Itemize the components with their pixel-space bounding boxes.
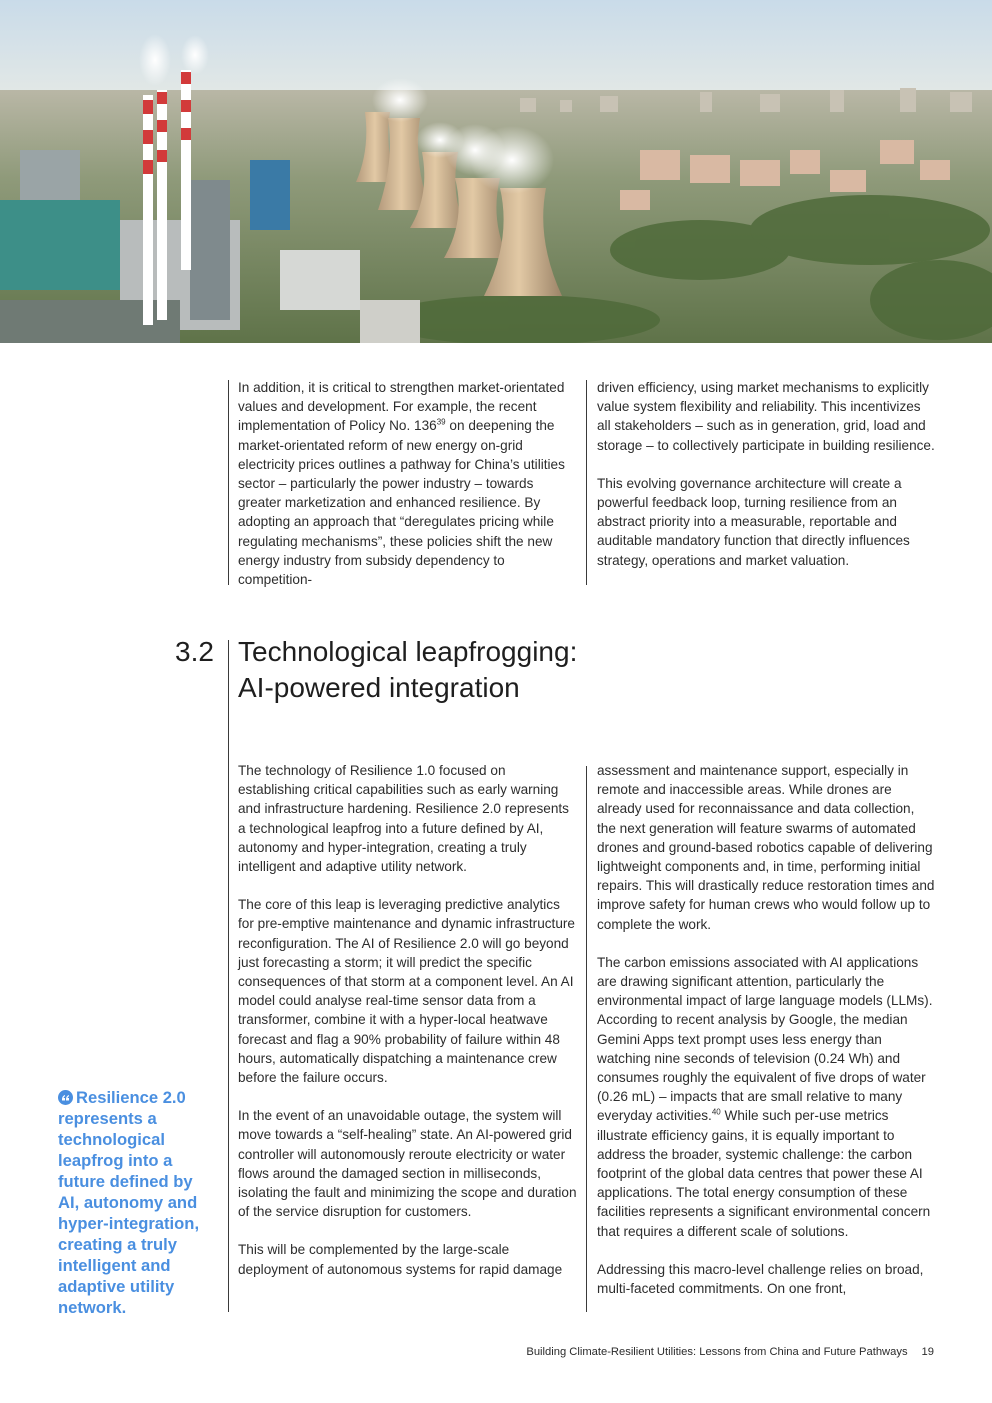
body-paragraph-5: assessment and maintenance support, especially in remote and inaccessible areas. While drones are already used for reconnaissance and data collection, the next generation will feature swarms of automated drones and ground-based robotics capable of delivering lightweight components and, in time, performing initial repairs. This will drastically reduce restoration times and improve safety for human crews who would follow up to complete the work. [597,763,935,932]
body-paragraph-7: Addressing this macro-level challenge relies on broad, multi-faceted commitments. On one front, [597,1261,924,1297]
section-title-line-1: Technological leapfrogging: [238,636,578,667]
body-column-1 [238,761,578,1279]
section-title-line-2: AI-powered integration [238,672,520,703]
body-paragraph-3: In the event of an unavoidable outage, the system will move towards a “self-healing” state. An AI-powered grid controller will autonomously reroute electricity or water flows around the damaged section in milliseconds, isolating the fault and minimizing the scope and duration of the service disruption for customers. [238,1108,577,1220]
intro-column-rule-right [586,380,587,585]
quote-icon [58,1089,73,1104]
intro-paragraph-2: driven efficiency, using market mechanisms to explicitly value system flexibility and reliability. This incentivizes all stakeholders – such as in generation, grid, load and storage – to collectively participate in building resilience. [597,380,935,453]
intro-column-rule-left [228,380,229,585]
pull-quote [58,1087,206,1318]
power-plant-photo-icon [0,0,992,343]
page-number: 19 [921,1346,934,1358]
section-title [238,634,838,706]
pull-quote-text: Resilience 2.0 represents a technological leapfrog into a future defined by AI, autonomy and hyper-integration, creating a truly intelligent and adaptive utility network. [58,1088,200,1317]
footnote-ref-40[interactable]: 40 [711,1107,721,1117]
body-paragraph-2: The core of this leap is leveraging predictive analytics for pre-emptive maintenance and dynamic infrastructure reconfiguration. The AI of Resilience 2.0 will go beyond just forecasting a storm; it will predict the specific consequences of that storm at a component level. An AI model could analyse real-time sensor data from a transformer, combine it with a hyper-local heatwave forecast and flag a 90% probability of failure within 48 hours, automatically dispatching a maintenance crew before the failure occurs. [238,897,575,1086]
footer-report-title: Building Climate-Resilient Utilities: [526,1346,697,1358]
intro-paragraph-3: This evolving governance architecture will create a powerful feedback loop, turning resilience from an abstract priority into a measurable, reportable and auditable mandatory function that directly influences strategy, operations and market valuation. [597,475,910,568]
footer-report-subtitle: Lessons from China and Future Pathways [696,1346,908,1358]
section-rule [228,640,229,1312]
body-paragraph-4: This will be complemented by the large-scale deployment of autonomous systems for rapid damage [238,1242,563,1277]
section-number: 3.2 [175,636,214,667]
body-paragraph-6: The carbon emissions associated with AI applications are drawing significant attention, particularly the environmental impact of large language models (LLMs). According to recent analysis by Google, the median Gemini Apps text prompt uses less energy than watching nine seconds of television (0.24 Wh) and consumes roughly the equivalent of five drops of water (0.26 mL) – impacts that are small relative to many everyday activities.$^{40}$ While such per-use metrics illustrate efficiency gains, it is equally important to address the broader, systemic challenge: the carbon footprint of the global data centres that power these AI applications. The total energy consumption of these facilities represents a significant environmental concern that requires a different scale of solutions. [597,954,933,1239]
footnote-ref-39[interactable]: 39 [436,417,446,427]
body-column-rule [586,766,587,1312]
intro-column-1 [238,378,578,589]
hero-image [0,0,992,343]
intro-column-2 [597,378,937,570]
body-paragraph-1: The technology of Resilience 1.0 focused on establishing critical capabilities such as early warning and infrastructure hardening. Resilience 2.0 represents a technological leapfrog into a future defined by AI, autonomy and hyper-integration, creating a truly intelligent and adaptive utility network. [238,763,569,875]
intro-paragraph-1: In addition, it is critical to strengthen market-orientated values and development. For example, the recent implementation of Policy No. $136^{39}$ on deepening the market-orientated reform of new energy on-grid electricity prices outlines a pathway for China’s utilities sector – particularly the power industry – towards greater marketization and enhanced resilience. By adopting an approach that “deregulates pricing while regulating mechanisms”, these policies shift the new energy industry from subsidy dependency to competition- [238,380,565,588]
page-footer [0,1346,934,1358]
body-column-2 [597,761,937,1298]
